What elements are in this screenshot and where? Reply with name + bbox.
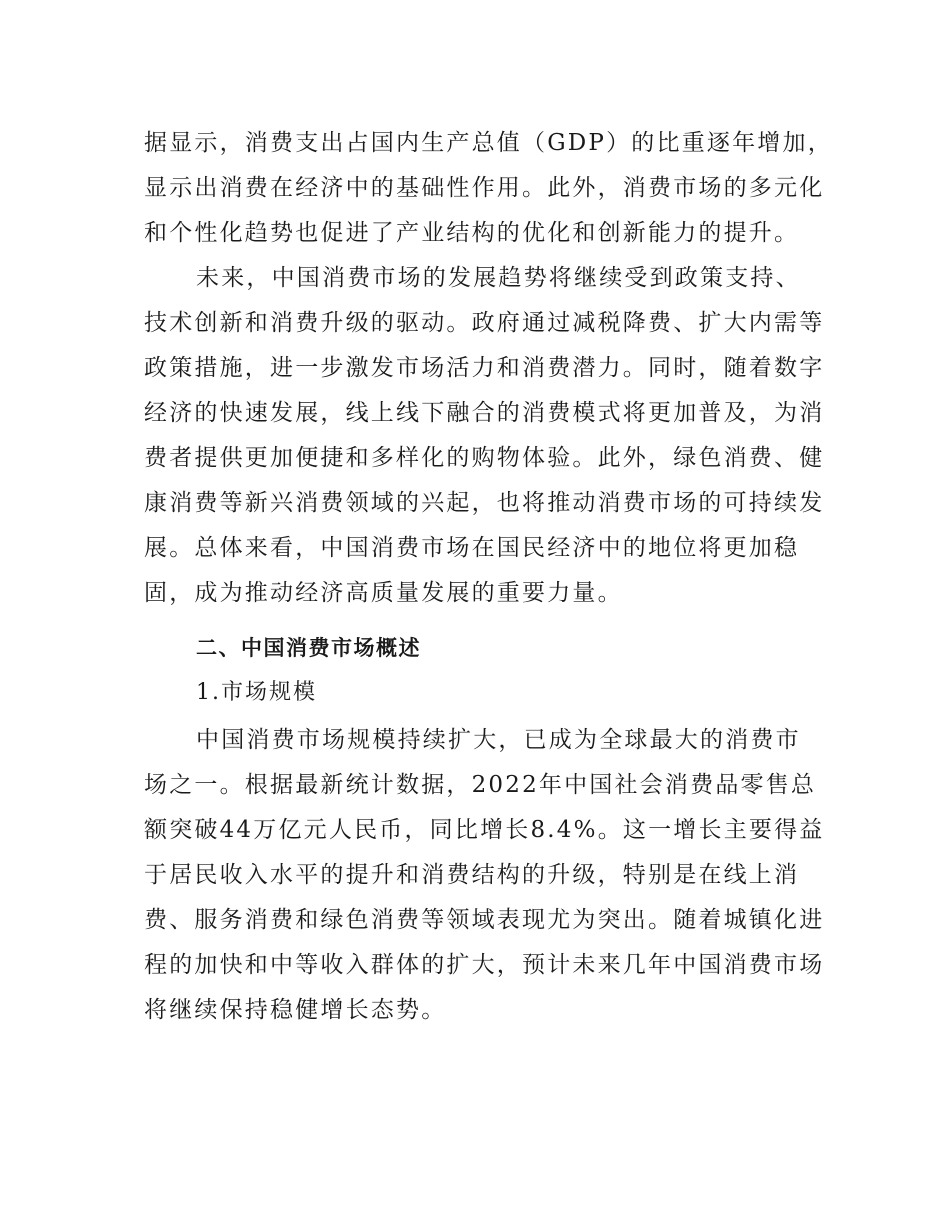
paragraph-line: 额突破44万亿元人民币，同比增长8.4%。这一增长主要得益 xyxy=(144,817,825,843)
paragraph-line: 展。总体来看，中国消费市场在国民经济中的地位将更加稳 xyxy=(144,535,800,561)
paragraph-line: 未来，中国消费市场的发展趋势将继续受到政策支持、 xyxy=(196,265,801,291)
section-heading: 二、中国消费市场概述 xyxy=(196,636,421,660)
paragraph-future-trends xyxy=(144,256,825,616)
paragraph-line: 将继续保持稳健增长态势。 xyxy=(144,997,447,1023)
paragraph-line: 据显示，消费支出占国内生产总值（GDP）的比重逐年增加， xyxy=(144,130,833,156)
paragraph-line: 中国消费市场规模持续扩大，已成为全球最大的消费市 xyxy=(196,727,801,753)
paragraph-line: 固，成为推动经济高质量发展的重要力量。 xyxy=(144,580,623,606)
paragraph-line: 显示出消费在经济中的基础性作用。此外，消费市场的多元化 xyxy=(144,175,825,201)
paragraph-line: 技术创新和消费升级的驱动。政府通过减税降费、扩大内需等 xyxy=(144,310,825,336)
paragraph-line: 康消费等新兴消费领域的兴起，也将推动消费市场的可持续发 xyxy=(144,490,825,516)
paragraph-line: 政策措施，进一步激发市场活力和消费潜力。同时，随着数字 xyxy=(144,355,825,381)
paragraph-consumption-gdp xyxy=(144,121,833,256)
paragraph-market-size xyxy=(144,718,825,1033)
paragraph-line: 费者提供更加便捷和多样化的购物体验。此外，绿色消费、健 xyxy=(144,445,825,471)
paragraph-line: 经济的快速发展，线上线下融合的消费模式将更加普及，为消 xyxy=(144,400,825,426)
paragraph-line: 程的加快和中等收入群体的扩大，预计未来几年中国消费市场 xyxy=(144,952,825,978)
subsection-heading: 1.市场规模 xyxy=(196,680,317,705)
paragraph-line: 费、服务消费和绿色消费等领域表现尤为突出。随着城镇化进 xyxy=(144,907,825,933)
paragraph-line: 和个性化趋势也促进了产业结构的优化和创新能力的提升。 xyxy=(144,220,800,246)
paragraph-line: 场之一。根据最新统计数据，2022年中国社会消费品零售总 xyxy=(144,772,817,798)
paragraph-line: 于居民收入水平的提升和消费结构的升级，特别是在线上消 xyxy=(144,862,800,888)
